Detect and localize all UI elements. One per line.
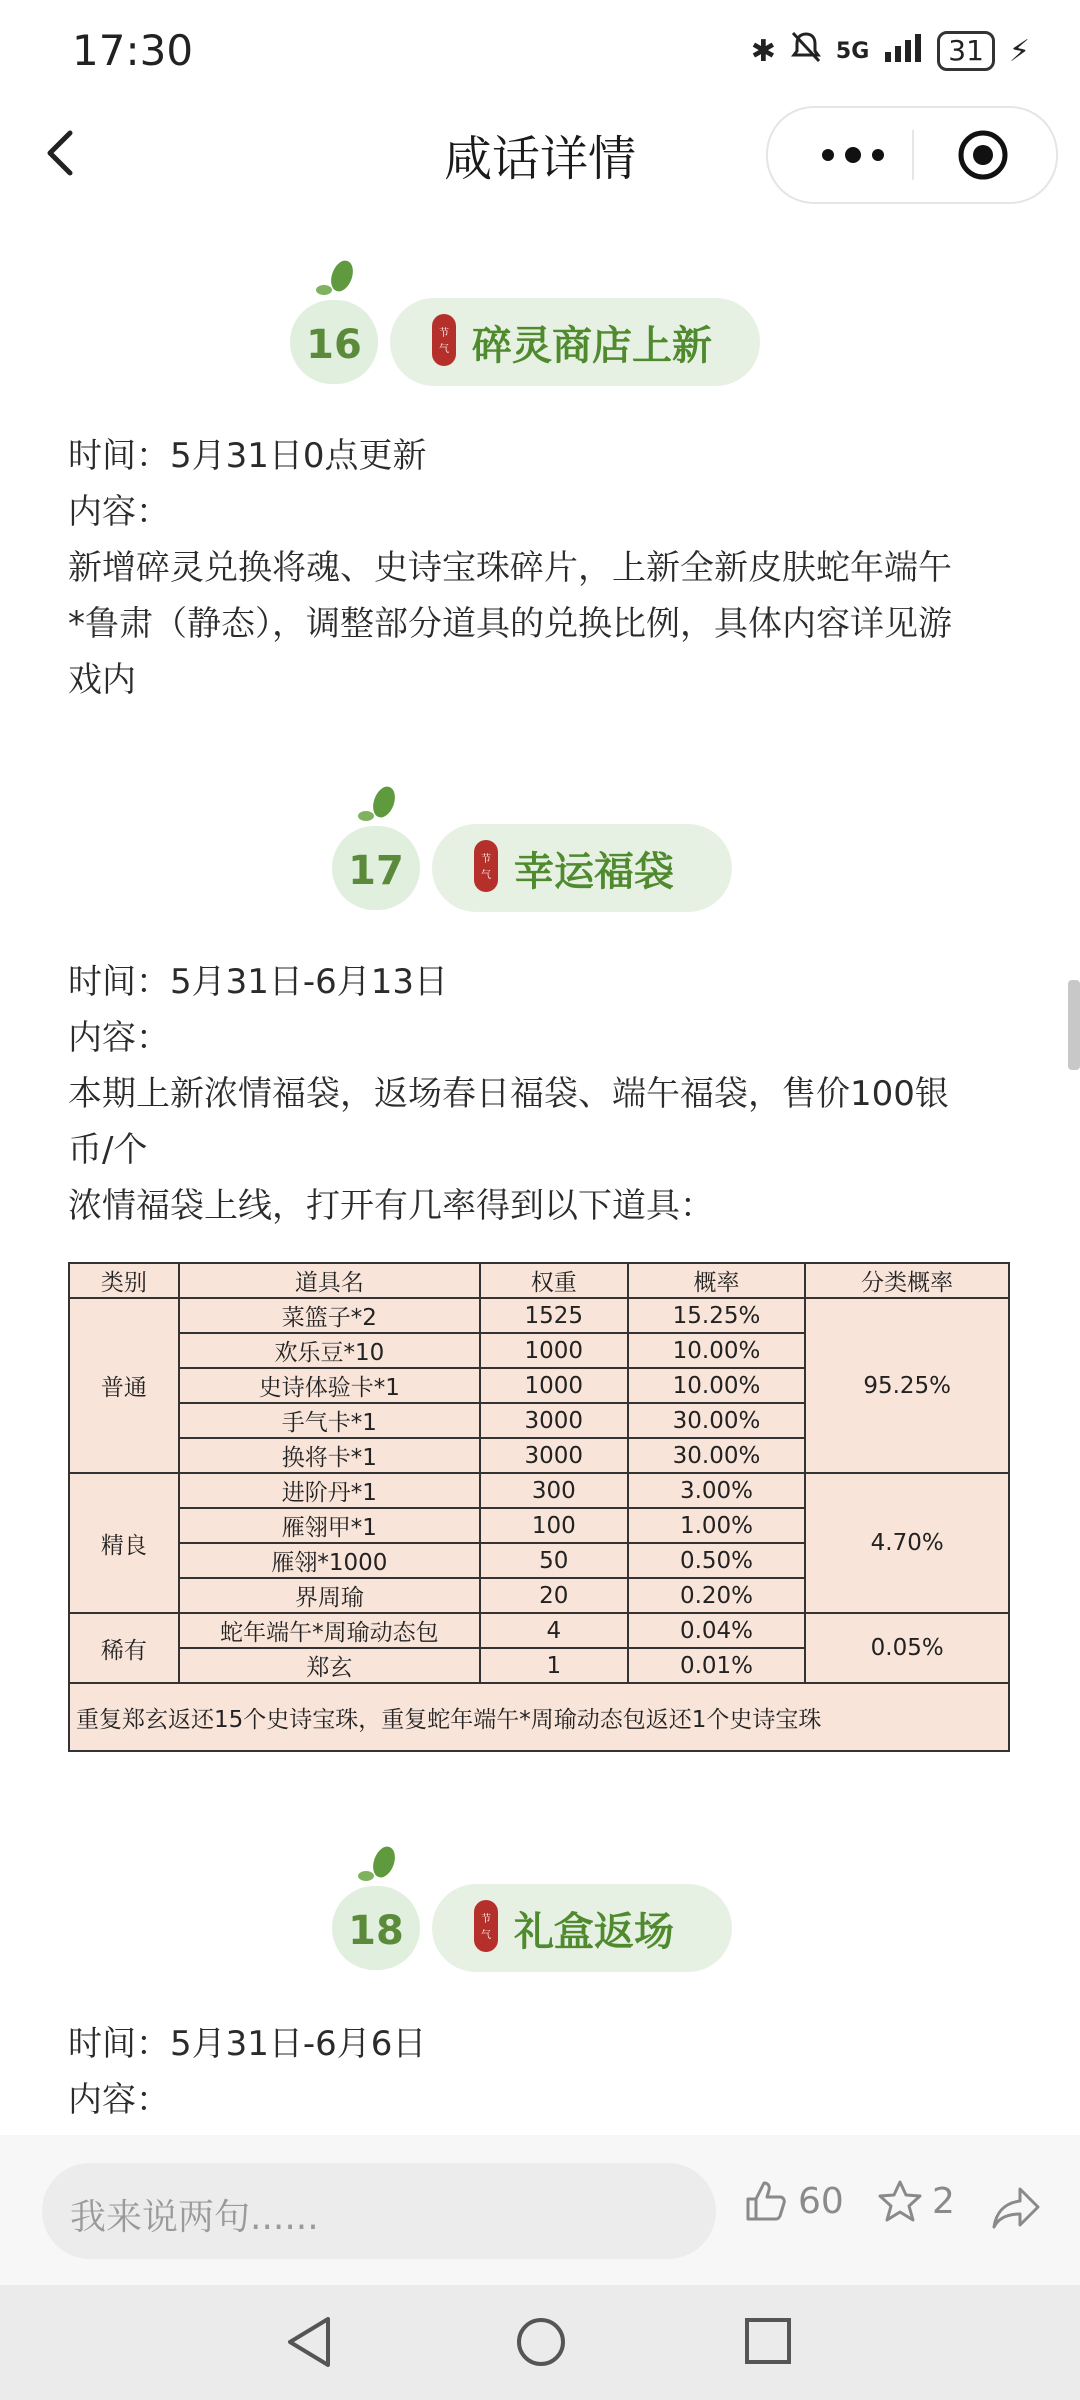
- category-cell: 普通: [69, 1298, 179, 1473]
- item-cell: 欢乐豆*10: [179, 1333, 480, 1368]
- section-header-18: [332, 1856, 852, 1986]
- weight-cell: 50: [480, 1543, 628, 1578]
- svg-text:气: 气: [481, 1930, 491, 1941]
- rate-cell: 0.20%: [628, 1578, 806, 1613]
- close-target-icon[interactable]: [956, 128, 1010, 182]
- text-line: 内容：: [68, 492, 170, 532]
- seal-icon: [472, 838, 500, 894]
- text-line: 戏内: [68, 660, 136, 700]
- item-cell: 雁翎甲*1: [179, 1508, 480, 1543]
- table-header: 权重: [480, 1263, 628, 1298]
- item-cell: 菜篮子*2: [179, 1298, 480, 1333]
- item-cell: 进阶丹*1: [179, 1473, 480, 1508]
- rate-cell: 30.00%: [628, 1403, 806, 1438]
- comment-input[interactable]: [42, 2163, 716, 2259]
- system-nav-bar: [0, 2285, 1080, 2400]
- weight-cell: 3000: [480, 1438, 628, 1473]
- text-line: 时间：5月31日-6月6日: [68, 2024, 427, 2064]
- section-header-16: [290, 270, 810, 400]
- table-header: 分类概率: [805, 1263, 1009, 1298]
- table-row: [69, 1613, 1009, 1648]
- category-rate-cell: 95.25%: [805, 1298, 1009, 1473]
- status-icons: [751, 30, 1030, 72]
- weight-cell: 1000: [480, 1368, 628, 1403]
- text-line: *鲁肃（静态），调整部分道具的兑换比例，具体内容详见游: [68, 604, 952, 644]
- item-cell: 史诗体验卡*1: [179, 1368, 480, 1403]
- weight-cell: 1: [480, 1648, 628, 1683]
- article-content: [0, 210, 1080, 2135]
- svg-text:节: 节: [481, 1914, 491, 1925]
- table-note-row: [69, 1683, 1009, 1751]
- text-line: 币/个: [68, 1130, 148, 1170]
- rate-cell: 1.00%: [628, 1508, 806, 1543]
- rate-cell: 15.25%: [628, 1298, 806, 1333]
- text-line: 内容：: [68, 2080, 170, 2120]
- item-cell: 蛇年端午*周瑜动态包: [179, 1613, 480, 1648]
- table-row: [69, 1298, 1009, 1333]
- item-cell: 郑玄: [179, 1648, 480, 1683]
- charging-icon: ⚡: [1008, 33, 1030, 69]
- section-header-17: [332, 796, 852, 926]
- text-line: 浓情福袋上线，打开有几率得到以下道具：: [68, 1186, 714, 1226]
- rate-cell: 0.01%: [628, 1648, 806, 1683]
- favorite-button[interactable]: [878, 2179, 955, 2223]
- table-header: 类别: [69, 1263, 179, 1298]
- rate-cell: 0.04%: [628, 1613, 806, 1648]
- weight-cell: 1525: [480, 1298, 628, 1333]
- capsule-divider: [912, 130, 914, 180]
- category-rate-cell: 4.70%: [805, 1473, 1009, 1613]
- leaf-icon: [350, 1846, 404, 1890]
- like-count: 60: [798, 2180, 844, 2222]
- weight-cell: 4: [480, 1613, 628, 1648]
- table-note: 重复郑玄返还15个史诗宝珠，重复蛇年端午*周瑜动态包返还1个史诗宝珠: [69, 1683, 1009, 1751]
- section-number-badge: 17: [332, 826, 420, 910]
- signal-bars-icon: [883, 32, 923, 70]
- seal-icon: [472, 1898, 500, 1954]
- section-17-text: [68, 954, 1018, 1234]
- seal-icon: [430, 312, 458, 368]
- category-cell: 精良: [69, 1473, 179, 1613]
- weight-cell: 20: [480, 1578, 628, 1613]
- nav-recents-icon[interactable]: [742, 2315, 794, 2367]
- section-title: 幸运福袋: [514, 849, 674, 895]
- svg-text:气: 气: [481, 870, 491, 881]
- signal-5g-icon: 5G: [835, 38, 870, 64]
- svg-text:气: 气: [439, 344, 449, 355]
- drop-rate-table: [68, 1262, 1010, 1752]
- leaf-icon: [350, 786, 404, 830]
- rate-cell: 3.00%: [628, 1473, 806, 1508]
- rate-cell: 10.00%: [628, 1368, 806, 1403]
- nav-back-icon[interactable]: [284, 2315, 334, 2369]
- item-cell: 界周瑜: [179, 1578, 480, 1613]
- section-title: 碎灵商店上新: [472, 323, 712, 369]
- rate-cell: 0.50%: [628, 1543, 806, 1578]
- text-line: 本期上新浓情福袋，返场春日福袋、端午福袋，售价100银: [68, 1074, 949, 1114]
- status-bar: [0, 0, 1080, 100]
- thumbs-up-icon: [744, 2179, 788, 2223]
- like-button[interactable]: [744, 2179, 844, 2223]
- table-header-row: [69, 1263, 1009, 1298]
- table-header: 概率: [628, 1263, 806, 1298]
- miniprogram-capsule: [766, 106, 1058, 204]
- item-cell: 手气卡*1: [179, 1403, 480, 1438]
- star-icon: [878, 2179, 922, 2223]
- weight-cell: 300: [480, 1473, 628, 1508]
- rate-cell: 30.00%: [628, 1438, 806, 1473]
- item-cell: 雁翎*1000: [179, 1543, 480, 1578]
- mute-bell-icon: [790, 30, 822, 72]
- text-line: 内容：: [68, 1018, 170, 1058]
- battery-indicator: 31: [937, 31, 995, 71]
- category-rate-cell: 0.05%: [805, 1613, 1009, 1683]
- share-icon[interactable]: [990, 2181, 1042, 2233]
- scrollbar[interactable]: [1068, 980, 1080, 1070]
- text-line: 时间：5月31日0点更新: [68, 436, 427, 476]
- leaf-icon: [308, 260, 362, 304]
- more-dots-icon[interactable]: [808, 130, 898, 180]
- page-title: 咸话详情: [443, 131, 636, 187]
- bluetooth-icon: ✱: [750, 33, 776, 69]
- text-line: 新增碎灵兑换将魂、史诗宝珠碎片，上新全新皮肤蛇年端午: [68, 548, 952, 588]
- section-title: 礼盒返场: [514, 1909, 674, 1955]
- favorite-count: 2: [932, 2180, 955, 2222]
- svg-text:节: 节: [439, 328, 449, 339]
- table-row: [69, 1473, 1009, 1508]
- weight-cell: 1000: [480, 1333, 628, 1368]
- item-cell: 换将卡*1: [179, 1438, 480, 1473]
- section-16-text: [68, 428, 1018, 708]
- status-time: 17:30: [72, 26, 194, 75]
- section-number-badge: 18: [332, 1886, 420, 1970]
- rate-cell: 10.00%: [628, 1333, 806, 1368]
- svg-text:节: 节: [481, 854, 491, 865]
- section-number-badge: 16: [290, 300, 378, 384]
- weight-cell: 3000: [480, 1403, 628, 1438]
- comment-placeholder: 我来说两句......: [70, 2197, 319, 2238]
- table-header: 道具名: [179, 1263, 480, 1298]
- category-cell: 稀有: [69, 1613, 179, 1683]
- bottom-action-bar: [0, 2135, 1080, 2285]
- weight-cell: 100: [480, 1508, 628, 1543]
- nav-home-icon[interactable]: [514, 2315, 568, 2369]
- text-line: 时间：5月31日-6月13日: [68, 962, 449, 1002]
- section-18-text: [68, 2016, 1018, 2128]
